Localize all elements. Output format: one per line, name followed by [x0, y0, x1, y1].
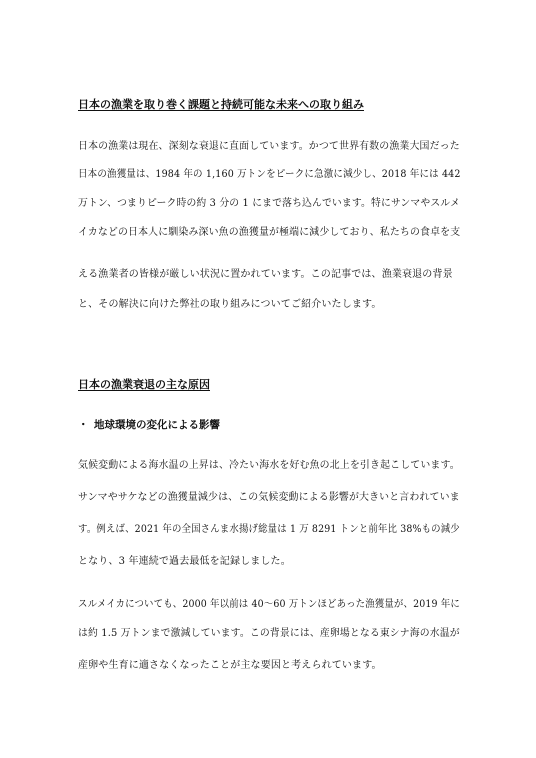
- paragraph-line: は約 1.5 万トンまで激減しています。この背景には、産卵場となる東シナ海の水温が: [78, 628, 460, 639]
- intro-line: と、その解決に向けた弊社の取り組みについてご紹介いたします。: [78, 299, 382, 310]
- paragraph-line: となり、3 年連続で過去最低を記録しました。: [78, 556, 291, 567]
- paragraph-line: す。例えば、2021 年の全国さんま水揚げ総量は 1 万 8291 トンと前年比 38%もの減少: [78, 524, 460, 535]
- section-title: 日本の漁業衰退の主な原因: [78, 378, 210, 391]
- intro-line: 万トン、つまりピーク時の約 3 分の 1 にまで落ち込んでいます。特にサンマやスルメ: [78, 198, 460, 209]
- subsection-heading: [78, 418, 220, 432]
- intro-line: 日本の漁獲量は、1984 年の 1,160 万トンをピークに急激に減少し、2018 年には 442: [78, 169, 461, 180]
- bullet-marker: ・: [78, 419, 89, 431]
- paragraph-line: 気候変動による海水温の上昇は、冷たい海水を好む魚の北上を引き起こしています。: [78, 460, 460, 471]
- paragraph-line: スルメイカについても、2000 年以前は 40～60 万トンほどあった漁獲量が、2019 年に: [78, 599, 460, 610]
- paragraph-line: 産卵や生育に適さなくなったことが主な要因と考えられています。: [78, 660, 382, 671]
- document-title: 日本の漁業を取り巻く課題と持続可能な未来への取り組み: [78, 98, 364, 111]
- intro-line: える漁業者の皆様が厳しい状況に置かれています。この記事では、漁業衰退の背景: [78, 269, 453, 280]
- subsection-title: 地球環境の変化による影響: [94, 419, 220, 431]
- paragraph-line: サンマやサケなどの漁獲量減少は、この気候変動による影響が大きいと言われていま: [78, 492, 460, 503]
- intro-line: イカなどの日本人に馴染み深い魚の漁獲量が極端に減少しており、私たちの食卓を支: [78, 227, 461, 238]
- intro-line: 日本の漁業は現在、深刻な衰退に直面しています。かつて世界有数の漁業大国だった: [78, 141, 460, 152]
